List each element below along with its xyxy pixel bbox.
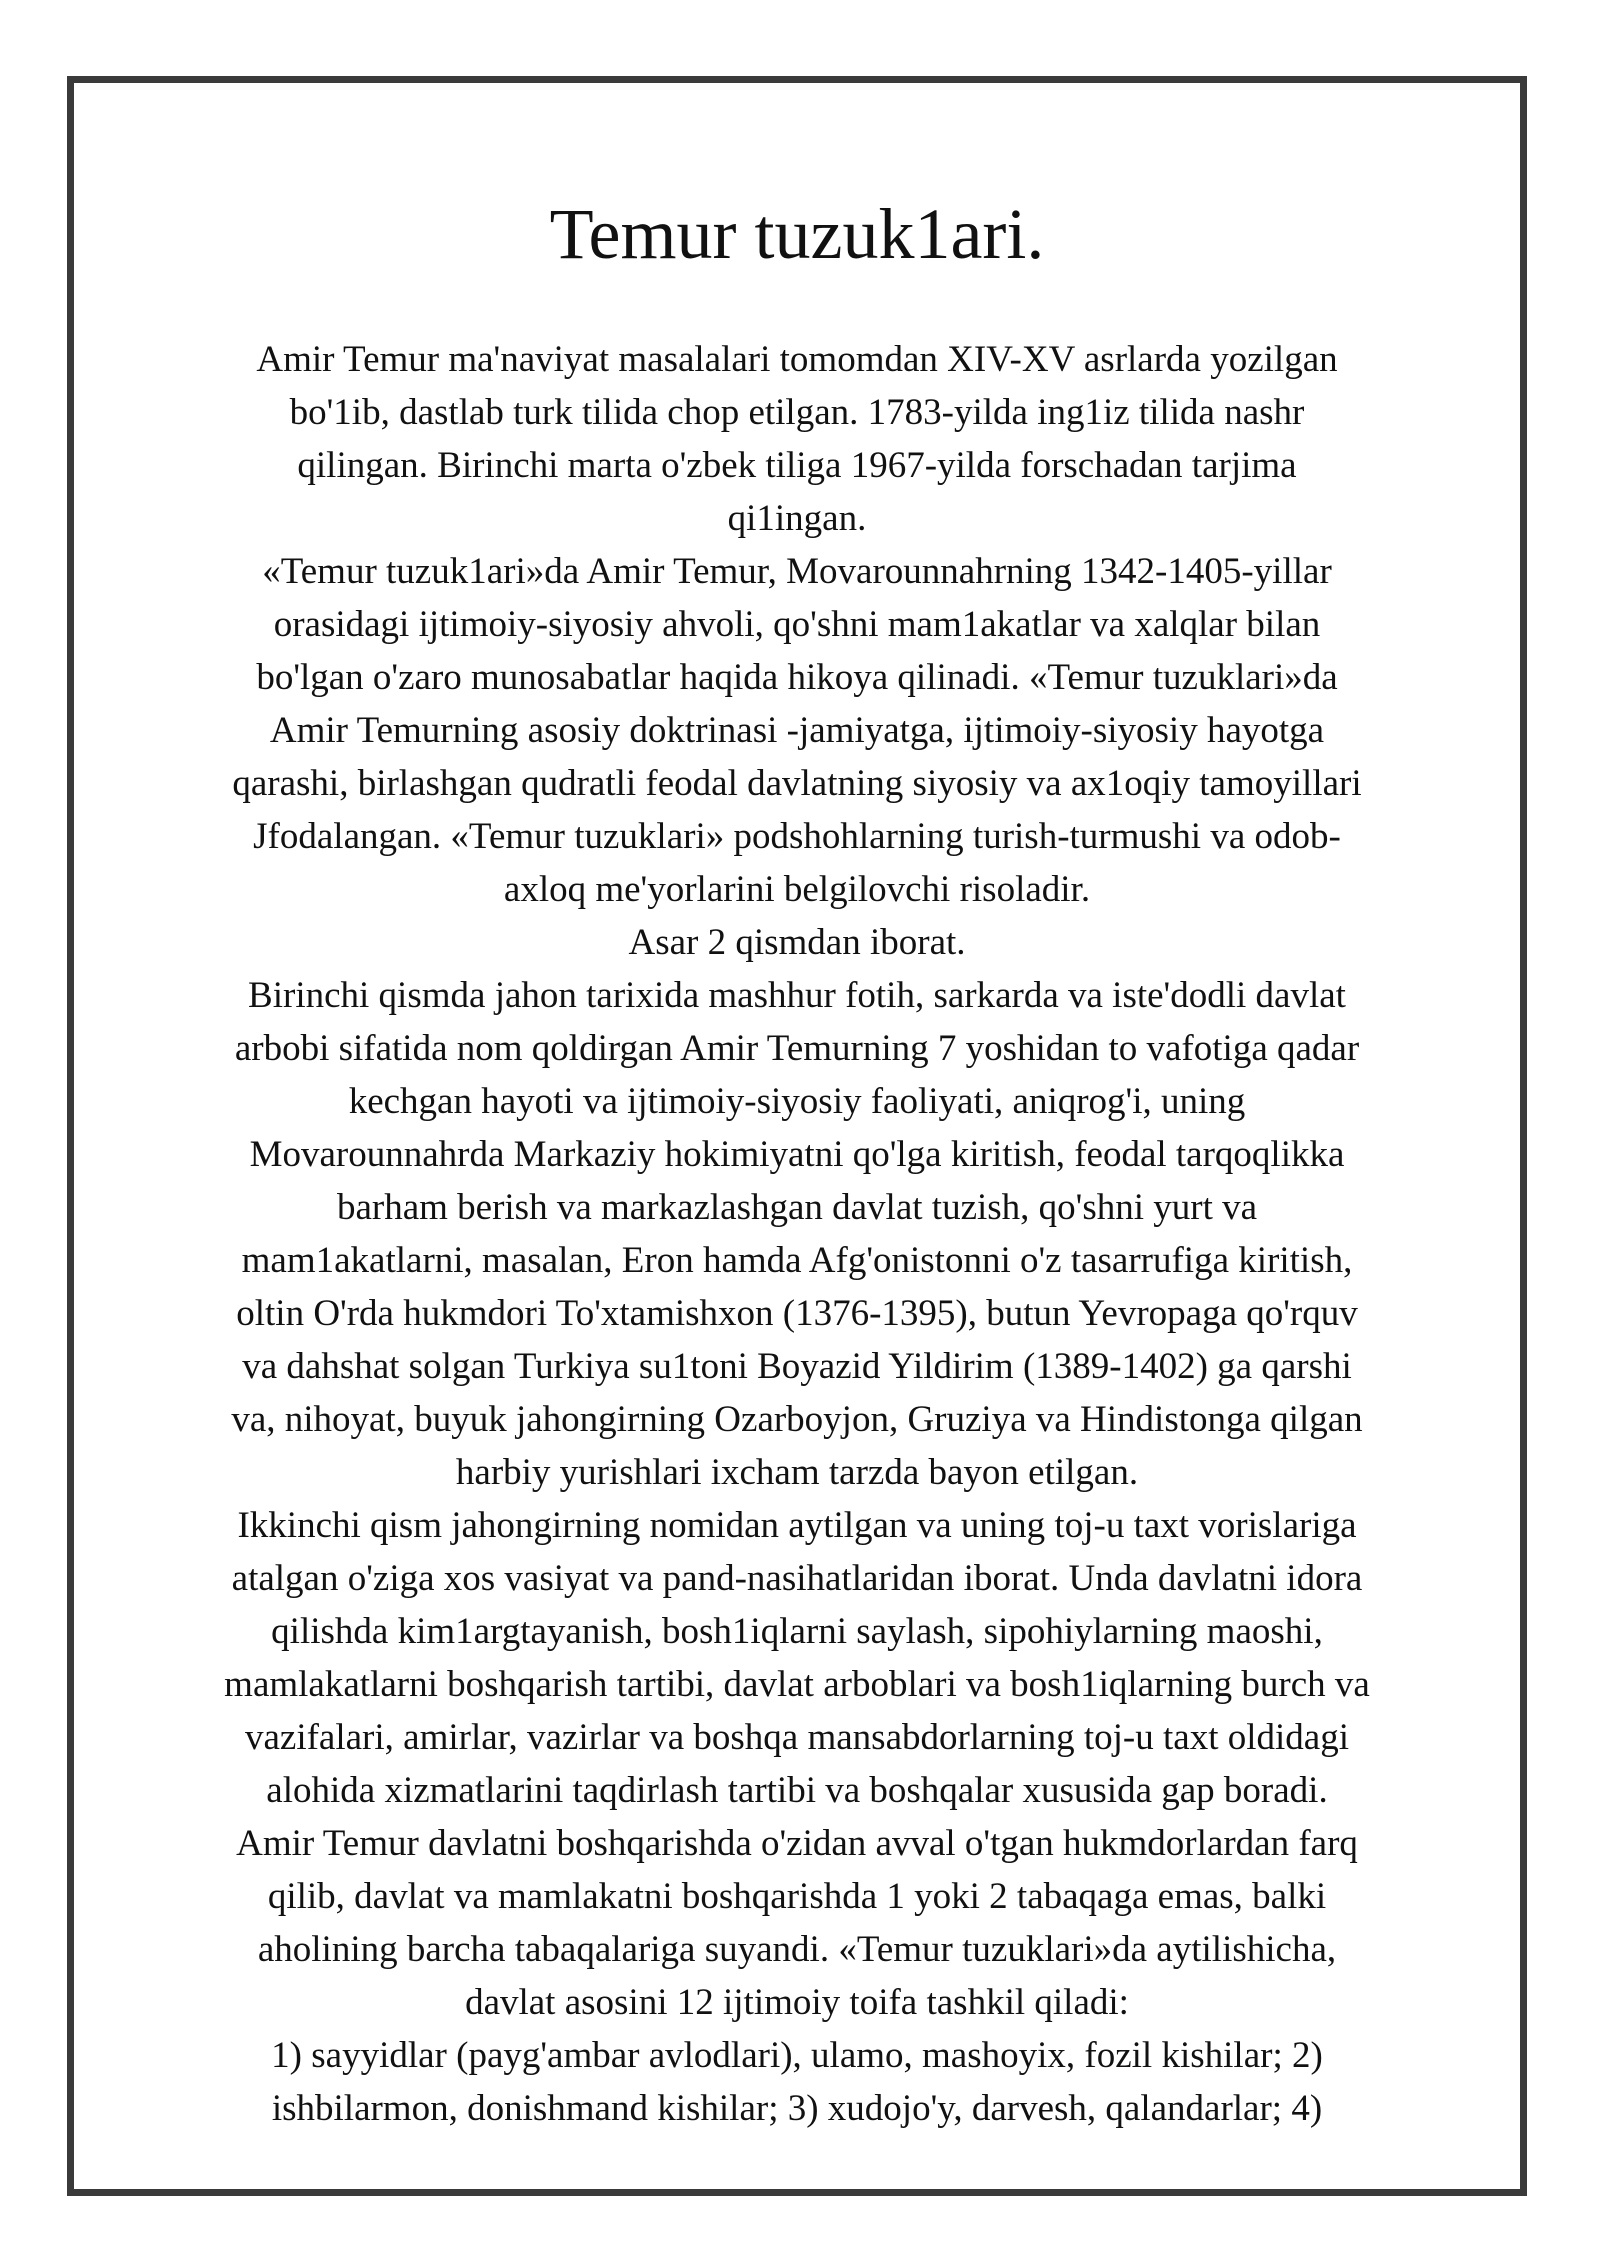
text-line: qilingan. Birinchi marta o'zbek tiliga 1967-yilda forschadan tarjima bbox=[297, 445, 1297, 486]
text-line: harbiy yurishlari ixcham tarzda bayon etilgan. bbox=[455, 1452, 1139, 1493]
text-line: Amir Temur davlatni boshqarishda o'zidan avval o'tgan hukmdorlardan farq bbox=[236, 1823, 1358, 1864]
page-border-frame bbox=[67, 76, 1527, 2196]
text-line: Asar 2 qismdan iborat. bbox=[628, 922, 966, 963]
text-line: Jfodalangan. «Temur tuzuklari» podshohlarning turish-turmushi va odob- bbox=[253, 816, 1341, 857]
text-line: «Temur tuzuk1ari»da Amir Temur, Movarounnahrning 1342-1405-yillar bbox=[262, 551, 1332, 592]
text-line: axloq me'yorlarini belgilovchi risoladir. bbox=[503, 869, 1091, 910]
text-line: qilishda kim1argtayanish, bosh1iqlarni saylash, sipohiylarning maoshi, bbox=[271, 1611, 1323, 1652]
text-line: qarashi, birlashgan qudratli feodal davlatning siyosiy va ax1oqiy tamoyillari bbox=[232, 763, 1362, 804]
text-line: kechgan hayoti va ijtimoiy-siyosiy faoliyati, aniqrog'i, uning bbox=[348, 1081, 1246, 1122]
document-title: Temur tuzuk1ari. bbox=[549, 194, 1045, 274]
text-line: Amir Temurning asosiy doktrinasi -jamiyatga, ijtimoiy-siyosiy hayotga bbox=[269, 710, 1325, 751]
text-line: ishbilarmon, donishmand kishilar; 3) xudojo'y, darvesh, qalandarlar; 4) bbox=[271, 2088, 1323, 2129]
text-line: bo'lgan o'zaro munosabatlar haqida hikoya qilinadi. «Temur tuzuklari»da bbox=[256, 657, 1338, 698]
text-line: alohida xizmatlarini taqdirlash tartibi va boshqalar xususida gap boradi. bbox=[266, 1770, 1328, 1811]
text-line: barham berish va markazlashgan davlat tuzish, qo'shni yurt va bbox=[336, 1187, 1258, 1228]
text-line: qilib, davlat va mamlakatni boshqarishda 1 yoki 2 tabaqaga emas, balki bbox=[267, 1876, 1327, 1917]
text-line: Movarounnahrda Markaziy hokimiyatni qo'lga kiritish, feodal tarqoqlikka bbox=[249, 1134, 1345, 1175]
text-line: va dahshat solgan Turkiya su1toni Boyazid Yildirim (1389-1402) ga qarshi bbox=[242, 1346, 1352, 1387]
document-body bbox=[80, 333, 1514, 2135]
text-line: Ikkinchi qism jahongirning nomidan aytilgan va uning toj-u taxt vorislariga bbox=[237, 1505, 1357, 1546]
text-line: davlat asosini 12 ijtimoiy toifa tashkil qiladi: bbox=[465, 1982, 1129, 2023]
text-line: aholining barcha tabaqalariga suyandi. «Temur tuzuklari»da aytilishicha, bbox=[257, 1929, 1337, 1970]
text-line: atalgan o'ziga xos vasiyat va pand-nasihatlaridan iborat. Unda davlatni idora bbox=[231, 1558, 1363, 1599]
text-line: orasidagi ijtimoiy-siyosiy ahvoli, qo'shni mam1akatlar va xalqlar bilan bbox=[273, 604, 1321, 645]
text-line: qi1ingan. bbox=[727, 498, 867, 539]
text-line: vazifalari, amirlar, vazirlar va boshqa mansabdorlarning toj-u taxt oldidagi bbox=[244, 1717, 1349, 1758]
text-line: Amir Temur ma'naviyat masalalari tomomdan XIV-XV asrlarda yozilgan bbox=[256, 339, 1338, 380]
text-line: oltin O'rda hukmdori To'xtamishxon (1376-1395), butun Yevropaga qo'rquv bbox=[236, 1293, 1358, 1334]
text-line: 1) sayyidlar (payg'ambar avlodlari), ulamo, mashoyix, fozil kishilar; 2) bbox=[271, 2035, 1323, 2076]
text-line: mam1akatlarni, masalan, Eron hamda Afg'onistonni o'z tasarrufiga kiritish, bbox=[241, 1240, 1353, 1281]
text-line: bo'1ib, dastlab turk tilida chop etilgan. 1783-yilda ing1iz tilida nashr bbox=[289, 392, 1305, 433]
text-line: Birinchi qismda jahon tarixida mashhur fotih, sarkarda va iste'dodli davlat bbox=[248, 975, 1346, 1016]
text-line: va, nihoyat, buyuk jahongirning Ozarboyjon, Gruziya va Hindistonga qilgan bbox=[231, 1399, 1363, 1440]
text-line: mamlakatlarni boshqarish tartibi, davlat arboblari va bosh1iqlarning burch va bbox=[224, 1664, 1370, 1705]
text-line: arbobi sifatida nom qoldirgan Amir Temurning 7 yoshidan to vafotiga qadar bbox=[234, 1028, 1360, 1069]
